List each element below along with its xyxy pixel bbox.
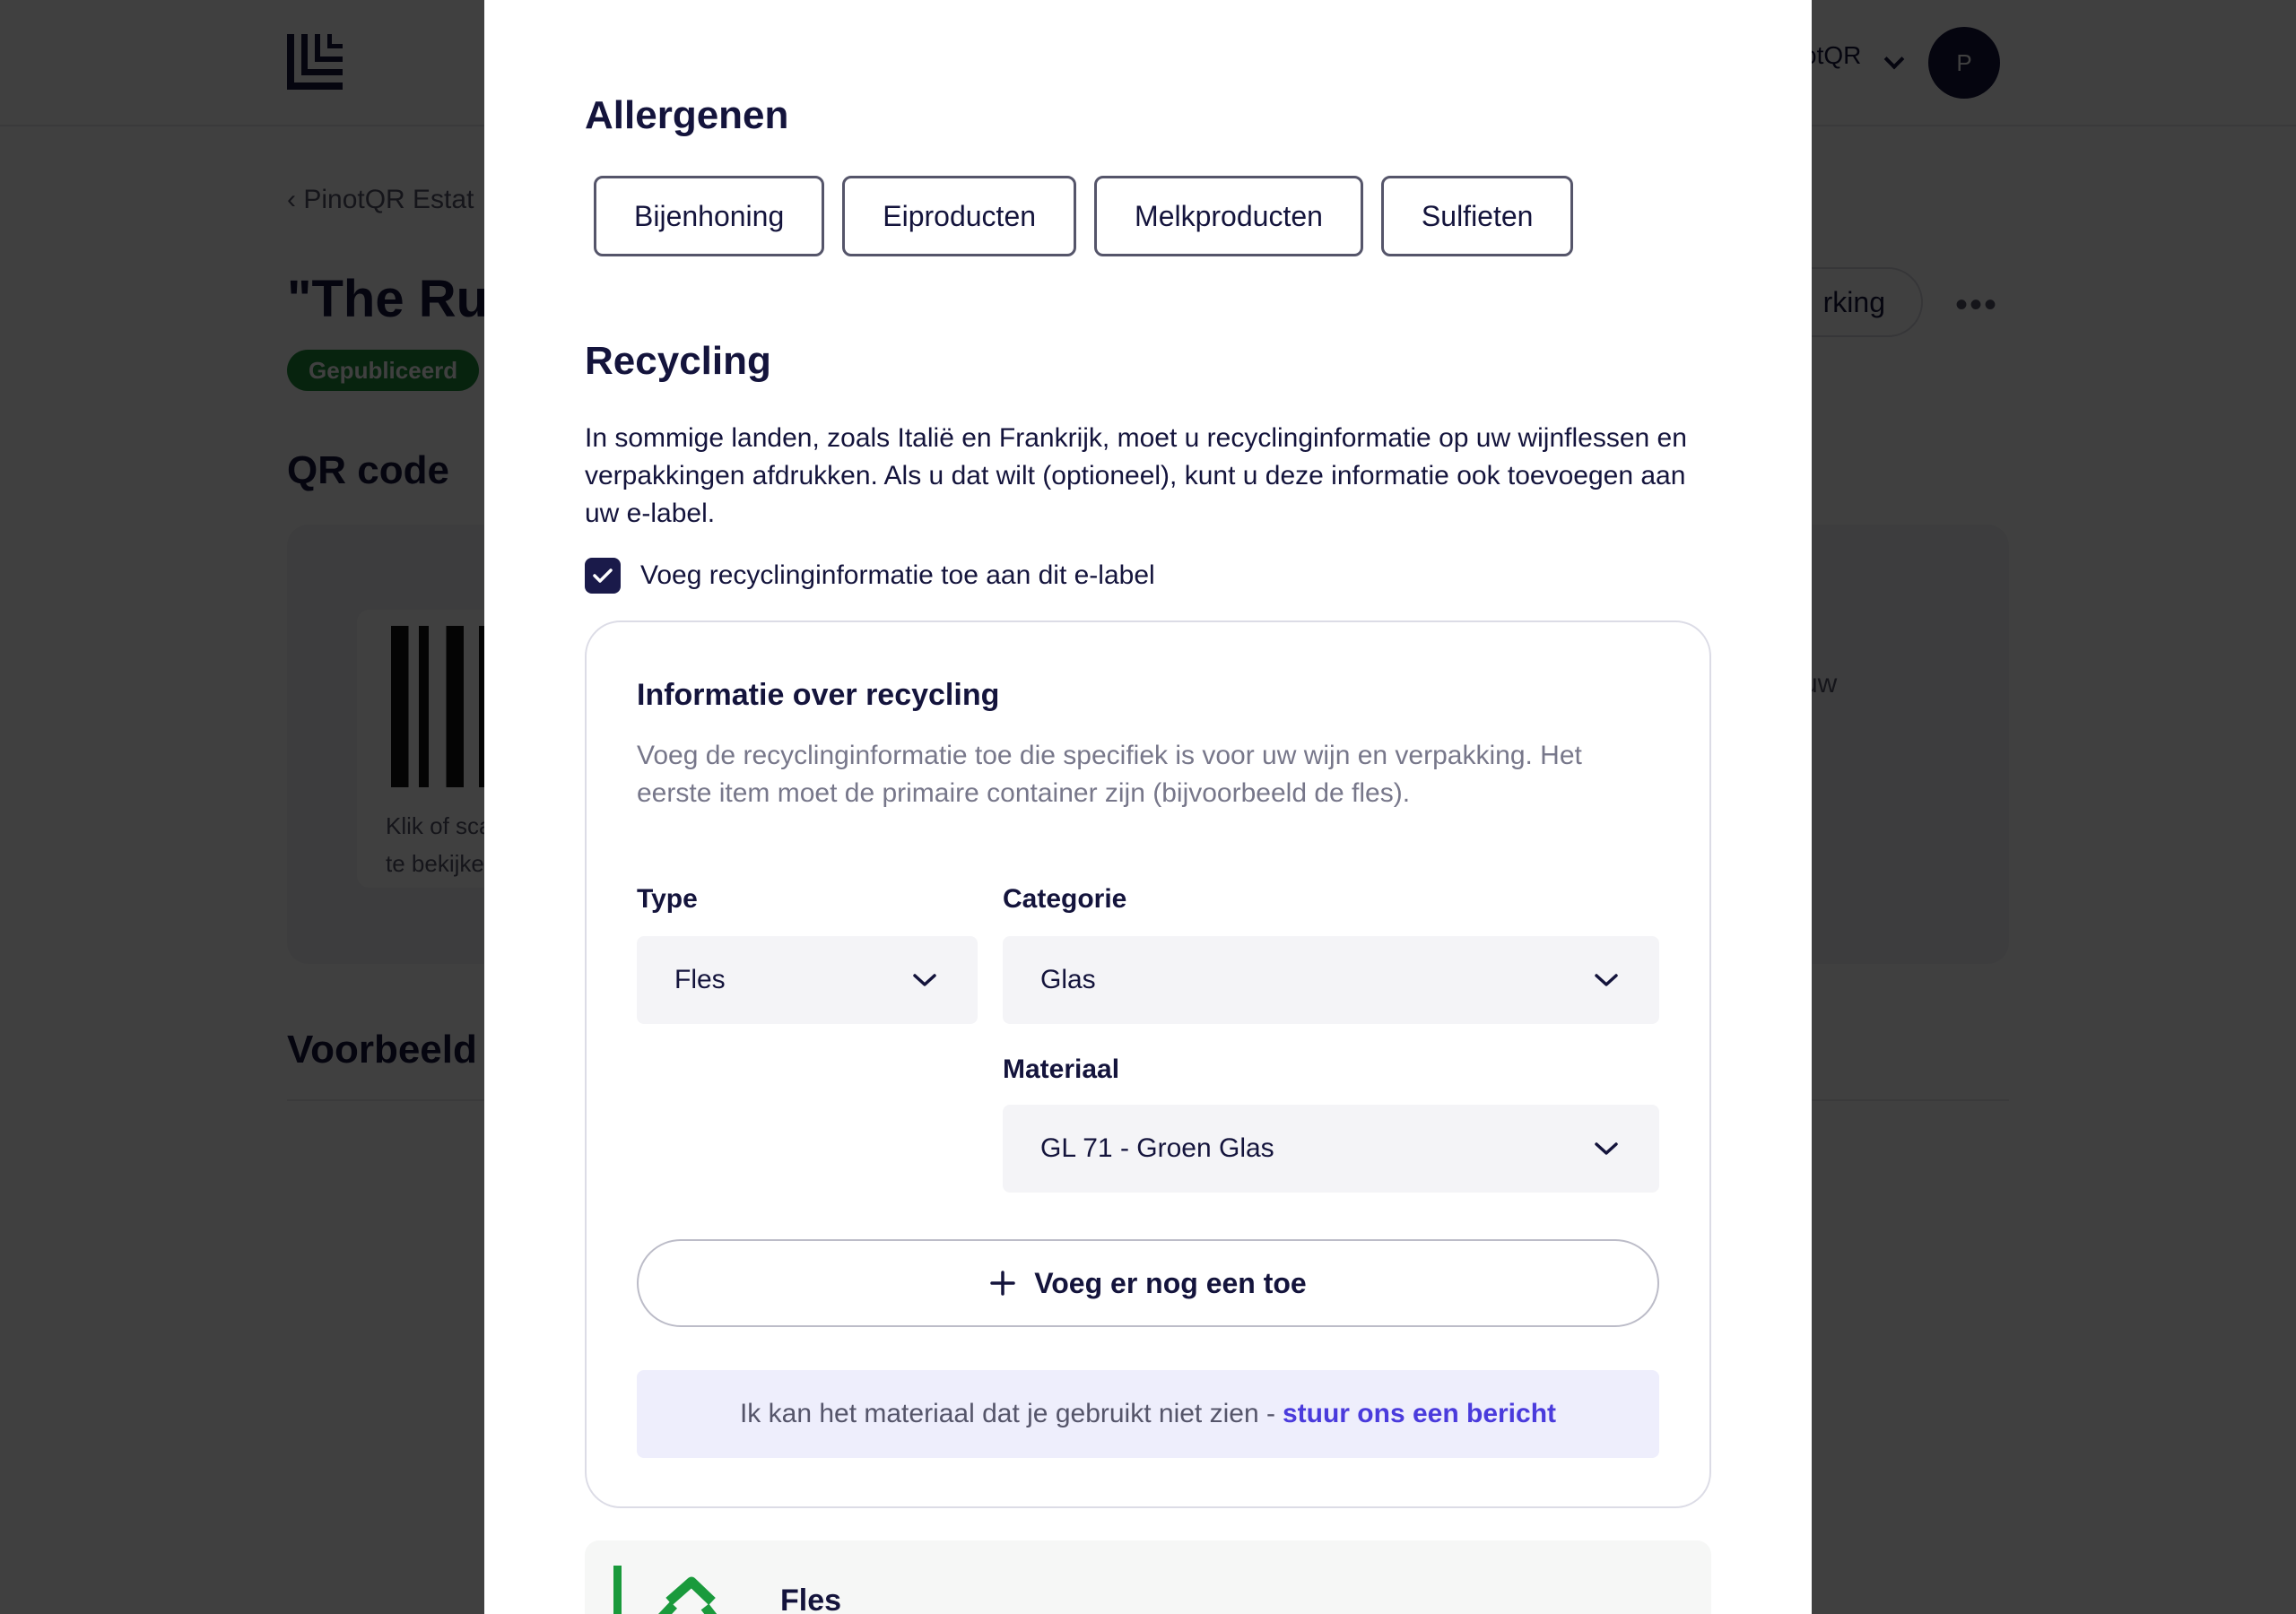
- plus-icon: [989, 1270, 1016, 1297]
- recycling-checkbox-label[interactable]: Voeg recyclinginformatie toe aan dit e-label: [640, 560, 1155, 590]
- recycling-item-card: [585, 1540, 1711, 1614]
- allergen-chip[interactable]: Sulfieten: [1381, 176, 1574, 256]
- recycling-item-label: Fles: [780, 1584, 842, 1614]
- type-select-value: Fles: [674, 965, 726, 994]
- chevron-down-icon: [1593, 972, 1620, 988]
- contact-link[interactable]: stuur ons een bericht: [1282, 1399, 1557, 1428]
- recycling-toggle[interactable]: [585, 558, 1155, 594]
- allergens-heading: Allergenen: [585, 93, 789, 137]
- edit-label-modal: [484, 0, 1812, 1614]
- chevron-down-icon: [911, 972, 938, 988]
- recycling-info-panel: [585, 620, 1711, 1508]
- material-select[interactable]: [1003, 1105, 1659, 1193]
- category-select-value: Glas: [1040, 965, 1096, 994]
- recycling-panel-title: Informatie over recycling: [637, 678, 1000, 712]
- add-another-label: Voeg er nog een toe: [1034, 1266, 1307, 1299]
- recycling-panel-description: Voeg de recyclinginformatie toe die specifiek is voor uw wijn en verpakking. Het eerste item moet de primaire container zijn (bijvoorbeeld de fles).: [637, 741, 1582, 808]
- allergen-chip[interactable]: Bijenhoning: [594, 176, 824, 256]
- category-label: Categorie: [1003, 884, 1127, 914]
- type-select[interactable]: [637, 936, 978, 1024]
- type-label: Type: [637, 884, 698, 914]
- add-another-button[interactable]: [637, 1239, 1659, 1327]
- missing-material-text: Ik kan het materiaal dat je gebruikt niet zien -: [739, 1399, 1275, 1428]
- chevron-down-icon: [1593, 1141, 1620, 1157]
- allergen-chip[interactable]: Melkproducten: [1094, 176, 1363, 256]
- checkmark-icon: [592, 568, 613, 584]
- material-label: Materiaal: [1003, 1054, 1120, 1084]
- missing-material-notice: [637, 1370, 1659, 1458]
- allergen-chips: [594, 176, 1573, 256]
- allergen-chip[interactable]: Eiproducten: [842, 176, 1076, 256]
- recycling-checkbox[interactable]: [585, 558, 621, 594]
- recycling-description: In sommige landen, zoals Italië en Frankrijk, moet u recyclinginformatie op uw wijnflessen en verpakkingen afdrukken. Als u dat wilt (optioneel), kunt u deze informatie ook toevoegen aan uw e-label.: [585, 423, 1687, 528]
- material-select-value: GL 71 - Groen Glas: [1040, 1133, 1274, 1163]
- recycle-icon: [606, 1566, 741, 1614]
- category-select[interactable]: [1003, 936, 1659, 1024]
- recycling-heading: Recycling: [585, 339, 771, 383]
